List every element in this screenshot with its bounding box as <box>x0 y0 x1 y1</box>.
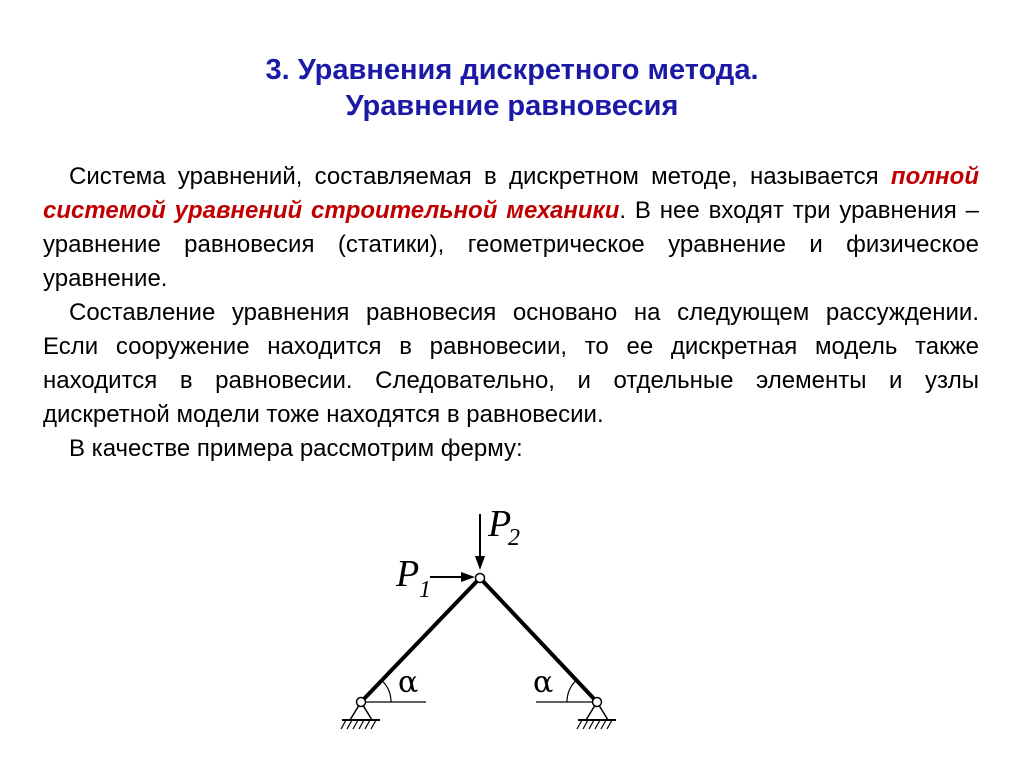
slide-title <box>0 52 1024 124</box>
paragraph-definition <box>43 160 979 296</box>
load-p2-letter: P <box>488 503 512 545</box>
truss-diagram <box>330 500 630 750</box>
paragraph-example: В качестве примера рассмотрим ферму: <box>69 435 523 462</box>
load-p1-arrow <box>430 572 475 582</box>
angle-label-right: α <box>533 665 554 700</box>
title-line-2: Уравнение равновесия <box>345 90 679 122</box>
paragraph-definition-end: . В нее входят три уравнения – уравнение равновесия (статики), геометрическое уравнение и физическое уравнение. <box>43 197 979 292</box>
load-p2-arrow <box>475 514 485 570</box>
load-p1-letter: P <box>396 553 420 595</box>
hinge-left <box>357 698 366 707</box>
load-p1-index: 1 <box>419 577 431 603</box>
slide-body <box>43 160 979 466</box>
angle-label-left: α <box>398 665 419 700</box>
hinge-top <box>476 574 485 583</box>
angle-arc-left <box>382 680 391 702</box>
emphasis-full-system: полной системой уравнений строительной механики <box>43 163 979 224</box>
paragraph-definition-start: Система уравнений, составляемая в дискретном методе, называется <box>69 163 891 190</box>
hinge-right <box>593 698 602 707</box>
load-p2-index: 2 <box>508 525 520 551</box>
paragraph-reasoning: Составление уравнения равновесия основано на следующем рассуждении. Если сооружение находится в равновесии, то ее дискретная модель также находится в равновесии. Следовательно, и отдельные элементы и узлы дискретной модели тоже находятся в равновесии. <box>43 299 979 428</box>
title-line-1: 3. Уравнения дискретного метода. <box>265 54 759 86</box>
angle-arc-right <box>567 680 577 702</box>
truss-figure <box>330 500 630 750</box>
